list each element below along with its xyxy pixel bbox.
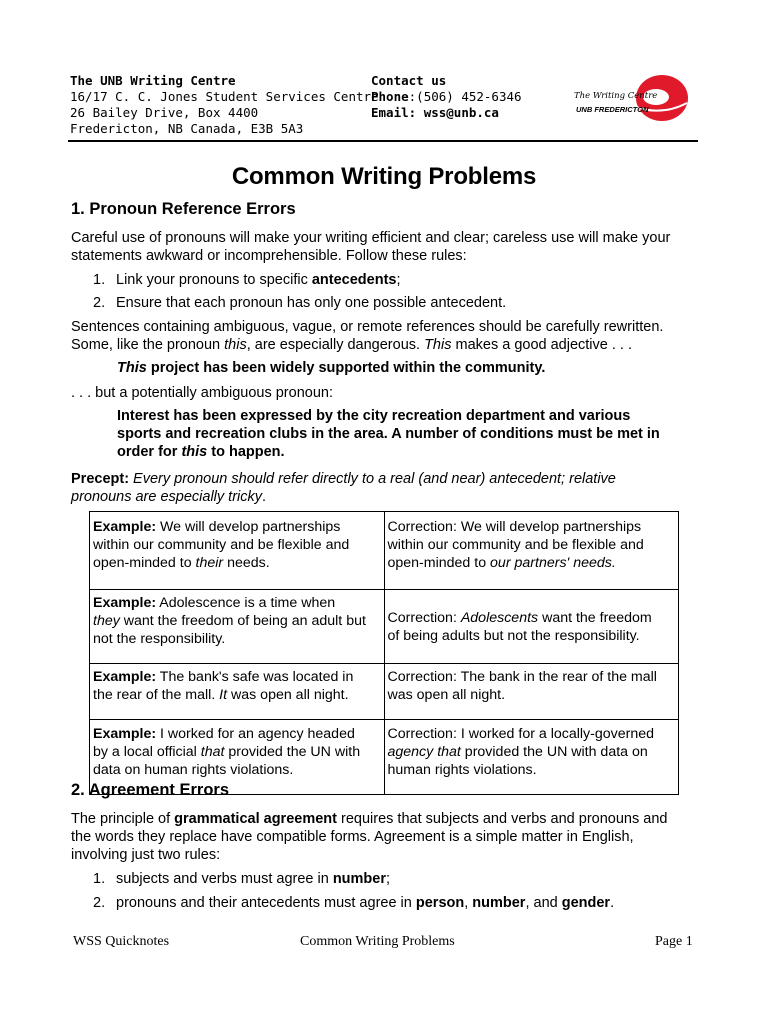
text-span: makes a good adjective . . . bbox=[451, 337, 633, 353]
list-text: pronouns and their antecedents must agree in bbox=[116, 895, 416, 911]
address-line: 16/17 C. C. Jones Student Services Centre bbox=[70, 89, 379, 104]
italic-span: this bbox=[224, 337, 247, 353]
logo-text-line2: UNB FREDERICTON bbox=[576, 105, 649, 114]
list-item bbox=[93, 894, 614, 912]
text-span: We will develop partnerships bbox=[156, 519, 341, 535]
precept-label: Precept: bbox=[71, 471, 130, 487]
text-span: The principle of bbox=[71, 811, 175, 827]
text-line: involving just two rules: bbox=[71, 847, 221, 863]
block-quote bbox=[117, 407, 707, 461]
italic-span: they bbox=[93, 613, 120, 629]
text-span: I worked for an agency headed bbox=[156, 726, 355, 742]
text-span: order for bbox=[117, 444, 182, 460]
example-label: Example: bbox=[93, 669, 157, 685]
text-span: open-minded to bbox=[387, 555, 491, 571]
phone-line bbox=[371, 89, 522, 105]
header-rule bbox=[68, 140, 698, 142]
italic-span: this bbox=[181, 444, 208, 460]
page-number: Page 1 bbox=[655, 934, 693, 949]
text-span: was open all night. bbox=[227, 687, 349, 703]
text-span: want the freedom bbox=[538, 609, 652, 626]
italic-span: Every pronoun should refer directly to a real (and near) antecedent; relative bbox=[129, 471, 616, 487]
text-line bbox=[71, 810, 711, 828]
letterhead bbox=[70, 73, 690, 143]
text-line bbox=[71, 488, 711, 506]
precept bbox=[71, 470, 711, 506]
text-span: requires that subjects and verbs and pronouns and bbox=[336, 811, 668, 827]
text-span: project has been widely supported within the community. bbox=[146, 360, 546, 376]
text-line: within our community and be flexible and bbox=[387, 537, 644, 553]
text-span: want the freedom of being an adult but bbox=[119, 613, 366, 629]
phone-value: :(506) 452-6346 bbox=[408, 89, 522, 104]
italic-span: This bbox=[117, 360, 147, 376]
text-line: human rights violations. bbox=[387, 762, 537, 778]
paragraph bbox=[71, 810, 711, 864]
list-item bbox=[93, 870, 390, 888]
italic-span: Adolescents bbox=[460, 609, 539, 626]
example-sentence bbox=[117, 359, 707, 377]
email-value: wss@unb.ca bbox=[423, 105, 499, 120]
list-number: 2. bbox=[93, 295, 106, 311]
examples-table bbox=[89, 511, 679, 795]
list-text: ; bbox=[396, 272, 401, 288]
text-line: Sentences containing ambiguous, vague, or remote references should be carefully rewritten. bbox=[71, 319, 664, 335]
list-item bbox=[93, 294, 506, 312]
text-span: the rear of the mall. bbox=[93, 687, 220, 703]
text-line: not the responsibility. bbox=[93, 631, 226, 647]
correction-cell bbox=[384, 664, 679, 720]
text-span: Some, like the pronoun bbox=[71, 337, 225, 353]
text-span: open-minded to bbox=[93, 555, 196, 571]
list-text-bold: antecedents bbox=[311, 272, 397, 288]
text-line: statements awkward or incomprehensible. Follow these rules: bbox=[71, 248, 467, 264]
list-item bbox=[93, 271, 401, 289]
text-span: The bank's safe was located in bbox=[156, 669, 354, 685]
text-span: needs. bbox=[223, 555, 270, 571]
list-text-bold: number bbox=[332, 871, 386, 887]
text-line: Interest has been expressed by the city recreation department and various bbox=[117, 408, 631, 424]
text-line: was open all night. bbox=[387, 687, 506, 703]
table-row bbox=[90, 664, 679, 720]
section-heading-pronoun: 1. Pronoun Reference Errors bbox=[71, 200, 296, 218]
text-span: to happen. bbox=[207, 444, 285, 460]
text-span: by a local official bbox=[93, 744, 201, 760]
list-text: Link your pronouns to specific bbox=[116, 272, 312, 288]
list-number: 1. bbox=[93, 871, 106, 887]
list-text-bold: person bbox=[415, 895, 465, 911]
list-text: , bbox=[464, 895, 473, 911]
italic-span: It bbox=[219, 687, 228, 703]
contact-heading: Contact us bbox=[371, 73, 447, 88]
address-line: 26 Bailey Drive, Box 4400 bbox=[70, 105, 259, 120]
italic-span: that bbox=[200, 744, 225, 760]
text-line: Correction: We will develop partnerships bbox=[387, 519, 642, 535]
example-label: Example: bbox=[93, 519, 157, 535]
example-label: Example: bbox=[93, 726, 157, 742]
list-number: 2. bbox=[93, 895, 106, 911]
list-number: 1. bbox=[93, 272, 106, 288]
list-text: . bbox=[610, 895, 615, 911]
lead-in: . . . but a potentially ambiguous pronoun: bbox=[71, 385, 333, 401]
example-cell bbox=[90, 512, 385, 590]
footer-center: Common Writing Problems bbox=[300, 934, 455, 949]
list-text: Ensure that each pronoun has only one possible antecedent. bbox=[116, 295, 507, 311]
text-span: Adolescence is a time when bbox=[156, 595, 336, 611]
text-span: . bbox=[262, 489, 267, 505]
phone-label: Phone bbox=[371, 89, 409, 104]
bold-span: grammatical agreement bbox=[174, 811, 337, 827]
text-line: sports and recreation clubs in the area. A number of conditions must be met in bbox=[117, 426, 660, 442]
text-span: Correction: bbox=[387, 609, 461, 626]
table-row bbox=[90, 512, 679, 590]
address-line: Fredericton, NB Canada, E3B 5A3 bbox=[70, 121, 304, 136]
italic-span: agency that bbox=[387, 744, 461, 760]
list-text: subjects and verbs must agree in bbox=[116, 871, 333, 887]
table-row bbox=[90, 590, 679, 664]
contact-block bbox=[371, 73, 522, 121]
text-line: the words they replace have compatible forms. Agreement is a simple matter in English, bbox=[71, 829, 634, 845]
text-span: provided the UN with bbox=[224, 744, 361, 760]
list-text: , and bbox=[525, 895, 562, 911]
text-line: Correction: I worked for a locally-governed bbox=[387, 726, 655, 742]
footer-left: WSS Quicknotes bbox=[73, 934, 170, 949]
list-text-bold: number bbox=[472, 895, 526, 911]
page-title: Common Writing Problems bbox=[231, 163, 537, 190]
email-label: Email: bbox=[371, 105, 424, 120]
text-line bbox=[71, 470, 711, 488]
address-block bbox=[70, 73, 379, 137]
text-span: , are especially dangerous. bbox=[246, 337, 425, 353]
list-text-bold: gender bbox=[561, 895, 611, 911]
example-cell bbox=[90, 590, 385, 664]
correction-cell bbox=[384, 512, 679, 590]
email-line bbox=[371, 105, 522, 121]
correction-cell bbox=[384, 720, 679, 795]
text-line: of being adults but not the responsibility. bbox=[387, 627, 640, 644]
writing-centre-logo bbox=[566, 70, 694, 130]
logo-text-line1: The Writing Centre bbox=[574, 91, 658, 101]
text-span: provided the UN with data on bbox=[460, 744, 648, 760]
text-line bbox=[71, 336, 711, 354]
italic-span: This bbox=[424, 337, 452, 353]
intro-paragraph bbox=[71, 229, 711, 265]
section-heading-agreement: 2. Agreement Errors bbox=[71, 781, 230, 799]
italic-span: our partners' needs. bbox=[490, 555, 616, 571]
text-line: data on human rights violations. bbox=[93, 762, 294, 778]
italic-span: their bbox=[195, 555, 224, 571]
org-name: The UNB Writing Centre bbox=[70, 73, 236, 88]
text-line: within our community and be flexible and bbox=[93, 537, 350, 553]
italic-span: pronouns are especially tricky bbox=[71, 489, 263, 505]
text-line: Careful use of pronouns will make your writing efficient and clear; careless use will make your bbox=[71, 230, 671, 246]
text-line: Correction: The bank in the rear of the mall bbox=[387, 669, 657, 685]
correction-cell bbox=[384, 590, 679, 664]
text-line bbox=[117, 443, 707, 461]
list-text: ; bbox=[385, 871, 391, 887]
paragraph bbox=[71, 318, 711, 354]
example-cell bbox=[90, 664, 385, 720]
example-label: Example: bbox=[93, 595, 157, 611]
